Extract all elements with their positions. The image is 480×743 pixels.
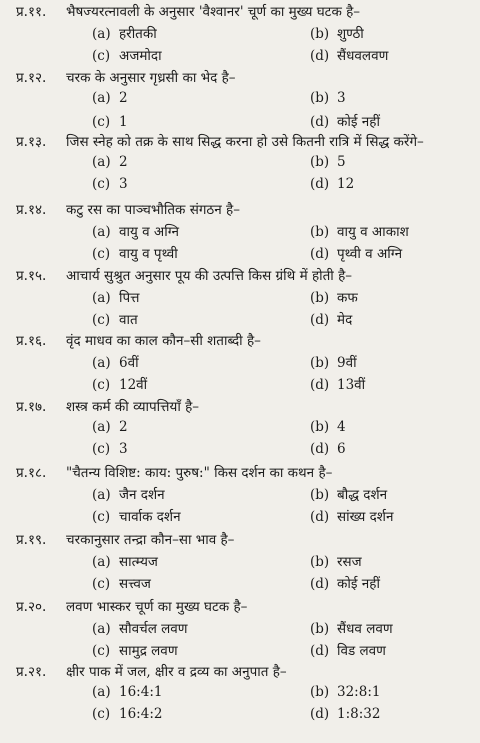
answer-option (310, 176, 354, 192)
option-label: (a) (92, 154, 111, 170)
options-row (0, 46, 480, 68)
question-text: कटु रस का पाञ्चभौतिक संगठन है– (66, 202, 240, 218)
option-text: वायु व आकाश (337, 224, 409, 240)
option-text: 16:4:1 (119, 684, 163, 700)
question-block (0, 397, 480, 463)
option-label: (c) (92, 377, 111, 393)
option-label: (d) (310, 643, 330, 659)
options-row (0, 310, 480, 332)
option-text: हरीतकी (119, 26, 157, 42)
option-text: 4 (337, 419, 346, 435)
question-text: शस्त्र कर्म की व्यापत्तियाँ है– (66, 399, 200, 415)
option-text: 5 (337, 154, 346, 170)
question-block (0, 662, 480, 728)
question-block (0, 2, 480, 68)
question-number: प्र.१८. (16, 465, 47, 481)
options-row (0, 641, 480, 663)
option-text: बौद्ध दर्शन (337, 487, 388, 503)
question-block (0, 463, 480, 529)
option-text: 6वीं (119, 355, 139, 371)
answer-option (0, 375, 310, 393)
option-label: (b) (310, 355, 330, 371)
answer-option (0, 90, 310, 106)
option-text: 3 (119, 441, 128, 457)
question-text: भैषज्यरत्नावली के अनुसार 'वैश्वानर' चूर्ण का मुख्य घटक है– (66, 4, 361, 20)
option-text: अजमोदा (119, 48, 162, 64)
option-label: (c) (92, 114, 111, 130)
option-text: पित्त (119, 290, 140, 306)
option-label: (a) (92, 355, 111, 371)
option-text: 12 (337, 176, 355, 192)
options-row (0, 552, 480, 574)
question-number: प्र.१७. (16, 399, 47, 415)
answer-option (0, 154, 310, 170)
option-text: 3 (337, 90, 346, 106)
question-block (0, 68, 480, 134)
option-text: सैंधव लवण (337, 621, 393, 637)
option-text: सामुद्र लवण (119, 643, 178, 659)
option-label: (b) (310, 154, 330, 170)
option-label: (d) (310, 176, 330, 192)
answer-option (310, 574, 380, 592)
question-text: "चैतन्य विशिष्ट: काय: पुरुष:" किस दर्शन का कथन है– (66, 465, 333, 481)
option-label: (a) (92, 554, 111, 570)
options-row (0, 706, 480, 728)
answer-option (0, 24, 310, 42)
option-text: 32:8:1 (337, 684, 381, 700)
option-label: (c) (92, 246, 111, 262)
option-text: 1:8:32 (337, 706, 381, 722)
question-row (0, 331, 480, 353)
options-row (0, 441, 480, 463)
option-label: (c) (92, 312, 111, 328)
option-label: (d) (310, 441, 330, 457)
option-text: शुण्ठी (337, 26, 364, 42)
answer-option (310, 310, 352, 328)
options-row (0, 154, 480, 176)
answer-option (0, 552, 310, 570)
option-label: (a) (92, 290, 111, 306)
answer-option (0, 310, 310, 328)
option-label: (a) (92, 90, 111, 106)
answer-option (0, 684, 310, 700)
question-number: प्र.१२. (16, 70, 47, 86)
answer-option (0, 641, 310, 659)
option-label: (c) (92, 441, 111, 457)
question-text: चरक के अनुसार गृध्रसी का भेद है– (66, 70, 236, 86)
question-block (0, 266, 480, 332)
option-label: (d) (310, 377, 330, 393)
option-text: 12वीं (119, 377, 148, 393)
answer-option (310, 112, 380, 130)
answer-option (310, 419, 346, 435)
options-row (0, 244, 480, 266)
option-label: (b) (310, 684, 330, 700)
answer-option (310, 46, 388, 64)
option-label: (d) (310, 312, 330, 328)
option-label: (b) (310, 26, 330, 42)
answer-option (0, 441, 310, 457)
options-row (0, 90, 480, 112)
option-label: (b) (310, 419, 330, 435)
option-label: (d) (310, 48, 330, 64)
question-row (0, 662, 480, 684)
options-row (0, 176, 480, 198)
option-text: पृथ्वी व अग्नि (337, 246, 403, 262)
option-text: वात (119, 312, 138, 328)
option-text: विड लवण (337, 643, 386, 659)
option-label: (d) (310, 114, 330, 130)
question-number: प्र.१५. (16, 268, 47, 284)
answer-option (0, 419, 310, 435)
option-label: (c) (92, 576, 111, 592)
question-block (0, 331, 480, 397)
options-row (0, 288, 480, 310)
question-number: प्र.१९. (16, 532, 47, 548)
question-row (0, 266, 480, 288)
option-text: सौवर्चल लवण (119, 621, 188, 637)
answer-option (0, 114, 310, 130)
option-label: (d) (310, 576, 330, 592)
question-number: प्र.१६. (16, 333, 47, 349)
options-row (0, 619, 480, 641)
answer-option (310, 222, 409, 240)
answer-option (0, 176, 310, 192)
question-text: जिस स्नेह को तक्र के साथ सिद्ध करना हो उसे कितनी रात्रि में सिद्ध करेंगे– (66, 134, 424, 150)
answer-option (0, 288, 310, 306)
option-label: (b) (310, 290, 330, 306)
option-text: सांख्य दर्शन (337, 509, 394, 525)
answer-option (0, 706, 310, 722)
option-text: सत्त्वज (119, 576, 151, 592)
answer-option (310, 706, 380, 722)
options-row (0, 419, 480, 441)
question-row (0, 2, 480, 24)
question-text: आचार्य सुश्रुत अनुसार पूय की उत्पत्ति किस ग्रंथि में होती है– (66, 268, 353, 284)
question-block (0, 530, 480, 596)
answer-option (310, 485, 387, 503)
option-text: 6 (337, 441, 346, 457)
option-label: (c) (92, 706, 111, 722)
option-text: वायु व अग्नि (119, 224, 180, 240)
option-label: (d) (310, 509, 330, 525)
option-text: कफ (337, 290, 358, 306)
options-row (0, 112, 480, 134)
options-row (0, 24, 480, 46)
question-row (0, 530, 480, 552)
answer-option (310, 353, 357, 371)
options-row (0, 222, 480, 244)
options-row (0, 574, 480, 596)
option-label: (b) (310, 487, 330, 503)
option-text: 16:4:2 (119, 706, 163, 722)
option-label: (b) (310, 224, 330, 240)
option-text: 2 (119, 419, 128, 435)
option-text: रसज (337, 554, 362, 570)
option-text: कोई नहीं (337, 114, 380, 130)
answer-option (0, 485, 310, 503)
options-row (0, 375, 480, 397)
option-label: (a) (92, 419, 111, 435)
question-number: प्र.२१. (16, 664, 47, 680)
question-row (0, 463, 480, 485)
question-block (0, 597, 480, 663)
option-label: (a) (92, 684, 111, 700)
option-label: (c) (92, 48, 111, 64)
question-row (0, 132, 480, 154)
answer-option (0, 222, 310, 240)
option-label: (b) (310, 554, 330, 570)
answer-option (310, 684, 380, 700)
answer-option (0, 619, 310, 637)
question-row (0, 200, 480, 222)
option-text: सैंधवलवण (337, 48, 389, 64)
question-number: प्र.१३. (16, 134, 47, 150)
option-text: वायु व पृथ्वी (119, 246, 178, 262)
option-text: 13वीं (337, 377, 366, 393)
question-number: प्र.२०. (16, 599, 47, 615)
option-label: (c) (92, 643, 111, 659)
answer-option (310, 90, 346, 106)
answer-option (0, 353, 310, 371)
answer-option (310, 288, 358, 306)
option-text: 9वीं (337, 355, 357, 371)
option-label: (c) (92, 176, 111, 192)
question-row (0, 397, 480, 419)
option-label: (a) (92, 26, 111, 42)
option-text: सात्म्यज (119, 554, 158, 570)
answer-option (310, 244, 402, 262)
question-block (0, 132, 480, 198)
options-row (0, 353, 480, 375)
option-label: (a) (92, 621, 111, 637)
option-label: (d) (310, 246, 330, 262)
option-text: कोई नहीं (337, 576, 380, 592)
answer-option (310, 441, 346, 457)
option-text: मेद (337, 312, 353, 328)
answer-option (310, 641, 386, 659)
answer-option (0, 574, 310, 592)
option-label: (b) (310, 621, 330, 637)
question-text: क्षीर पाक में जल, क्षीर व द्रव्य का अनुपात है– (66, 664, 287, 680)
options-row (0, 485, 480, 507)
options-row (0, 507, 480, 529)
option-label: (b) (310, 90, 330, 106)
question-text: वृंद माधव का काल कौन–सी शताब्दी है– (66, 333, 261, 349)
question-block (0, 200, 480, 266)
answer-option (0, 244, 310, 262)
option-label: (a) (92, 224, 111, 240)
option-text: 3 (119, 176, 128, 192)
options-row (0, 684, 480, 706)
answer-option (0, 46, 310, 64)
answer-option (310, 552, 362, 570)
question-number: प्र.१४. (16, 202, 47, 218)
option-text: 2 (119, 154, 128, 170)
answer-option (310, 375, 365, 393)
answer-option (310, 619, 393, 637)
option-label: (d) (310, 706, 330, 722)
question-row (0, 68, 480, 90)
option-label: (a) (92, 487, 111, 503)
question-number: प्र.११. (16, 4, 47, 20)
answer-option (0, 507, 310, 525)
question-text: लवण भास्कर चूर्ण का मुख्य घटक है– (66, 599, 248, 615)
question-text: चरकानुसार तन्द्रा कौन–सा भाव है– (66, 532, 235, 548)
option-text: जैन दर्शन (119, 487, 165, 503)
answer-option (310, 154, 346, 170)
question-row (0, 597, 480, 619)
answer-option (310, 24, 364, 42)
option-text: 1 (119, 114, 128, 130)
option-label: (c) (92, 509, 111, 525)
answer-option (310, 507, 393, 525)
option-text: 2 (119, 90, 128, 106)
option-text: चार्वाक दर्शन (119, 509, 181, 525)
